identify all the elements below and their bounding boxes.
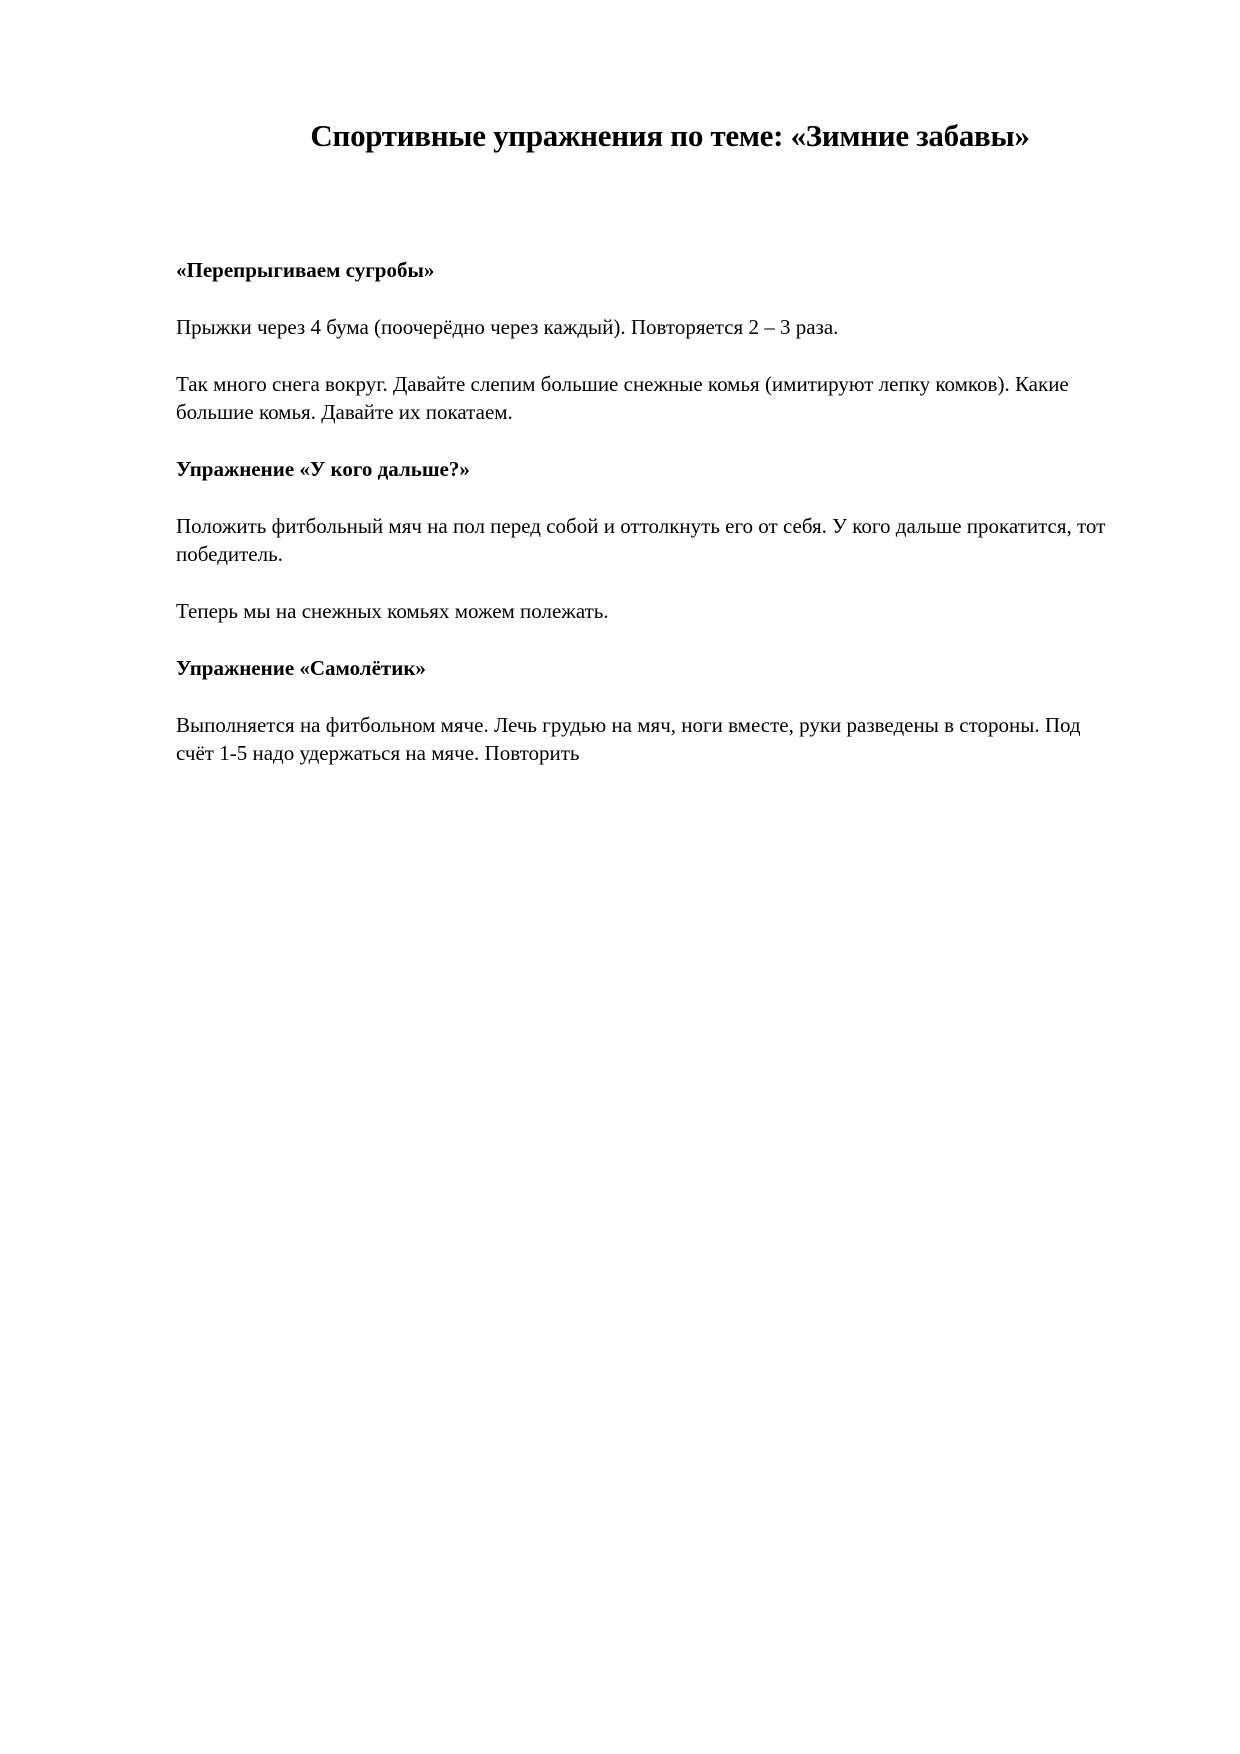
document-body bbox=[176, 256, 1136, 767]
paragraph: Положить фитбольный мяч на пол перед собой и оттолкнуть его от себя. У кого дальше прокатится, тот победитель. bbox=[176, 514, 1106, 566]
paragraph: Выполняется на фитбольном мяче. Лечь грудью на мяч, ноги вместе, руки разведены в стороны. Под счёт 1-5 надо удержаться на мяче. Повторить bbox=[176, 713, 1081, 765]
section-heading: «Перепрыгиваем сугробы» bbox=[176, 258, 435, 282]
section-jumping-snowdrifts bbox=[176, 256, 1136, 455]
section-airplane bbox=[176, 654, 1136, 767]
section-heading: Упражнение «Самолётик» bbox=[176, 656, 426, 680]
section-who-is-farther bbox=[176, 455, 1136, 654]
paragraph: Теперь мы на снежных комьях можем полежать. bbox=[176, 599, 609, 623]
paragraph: Так много снега вокруг. Давайте слепим большие снежные комья (имитируют лепку комков). Какие большие комья. Давайте их покатаем. bbox=[176, 372, 1069, 424]
document-title: Спортивные упражнения по теме: «Зимние забавы» bbox=[310, 118, 1030, 153]
paragraph: Прыжки через 4 бума (поочерёдно через каждый). Повторяется 2 – 3 раза. bbox=[176, 315, 839, 339]
section-heading: Упражнение «У кого дальше?» bbox=[176, 457, 470, 481]
